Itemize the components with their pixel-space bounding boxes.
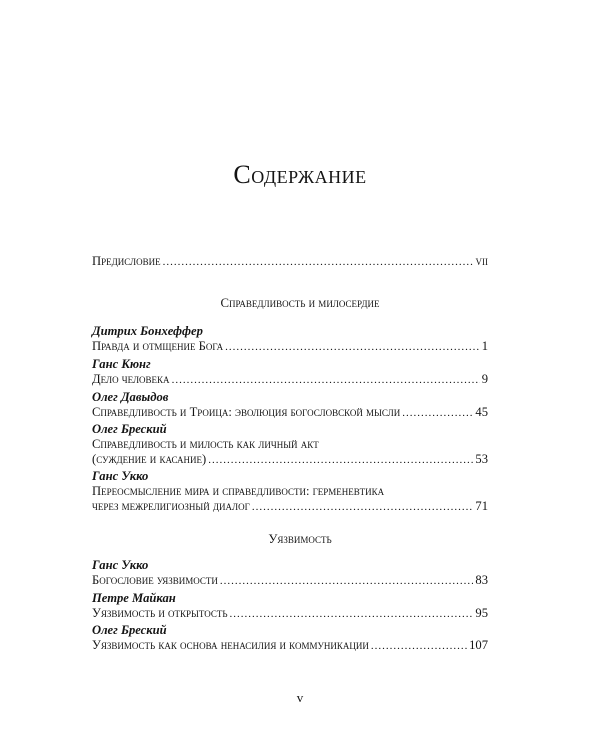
entry-title: Уязвимость как основа ненасилия и коммуникации [92,638,369,652]
toc-preface [92,254,488,270]
entry-author: Олег Бреский [92,422,167,436]
toc-entry [92,323,488,355]
entry-title: Правда и отмщение Бога [92,339,224,353]
leader-dots [225,340,480,355]
entry-page: 71 [475,499,488,513]
entry-page: 107 [469,638,488,652]
section-heading: Уязвимость [268,532,332,546]
toc-entry [92,421,488,468]
preface-page: vii [475,254,488,268]
entry-title: Справедливость и Троица: эволюция богословской мысли [92,405,401,419]
entry-author: Ганс Кюнг [92,357,151,371]
leader-dots [371,639,467,654]
toc-entry [92,389,488,421]
toc-entry [92,468,488,515]
entry-author: Олег Давыдов [92,390,169,404]
entry-author: Олег Бреский [92,623,167,637]
entry-title: Справедливость и милость как личный акт [92,437,319,451]
page-number: v [296,690,304,705]
leader-dots [172,373,480,388]
toc-entry [92,622,488,654]
entry-title-cont: через межрелигиозный диалог [92,499,250,513]
entry-page: 9 [481,372,488,386]
leader-dots [220,574,474,589]
entry-page: 1 [481,339,488,353]
entry-title-cont: (суждение и касание) [92,452,207,466]
entry-title: Переосмысление мира и справедливости: герменевтика [92,484,385,498]
entry-page: 83 [475,573,488,587]
entry-page: 95 [475,606,488,620]
entry-author: Ганс Укко [92,469,149,483]
toc-entry [92,590,488,622]
entry-page: 45 [475,405,488,419]
entry-author: Ганс Укко [92,558,149,572]
leader-dots [402,406,473,421]
leader-dots [163,255,474,270]
entry-author: Петре Майкан [92,591,176,605]
entry-title: Дело человека [92,372,170,386]
page-title: Содержание [233,160,367,189]
preface-title: Предисловие [92,254,161,268]
entry-title: Богословие уязвимости [92,573,218,587]
leader-dots [252,500,474,515]
toc-entry [92,557,488,589]
entry-page: 53 [475,452,488,466]
entry-title: Уязвимость и открытость [92,606,228,620]
section-heading: Справедливость и милосердие [220,296,380,310]
toc-entry [92,356,488,388]
leader-dots [230,607,474,622]
entry-author: Дитрих Бонхеффер [92,324,203,338]
leader-dots [208,453,473,468]
